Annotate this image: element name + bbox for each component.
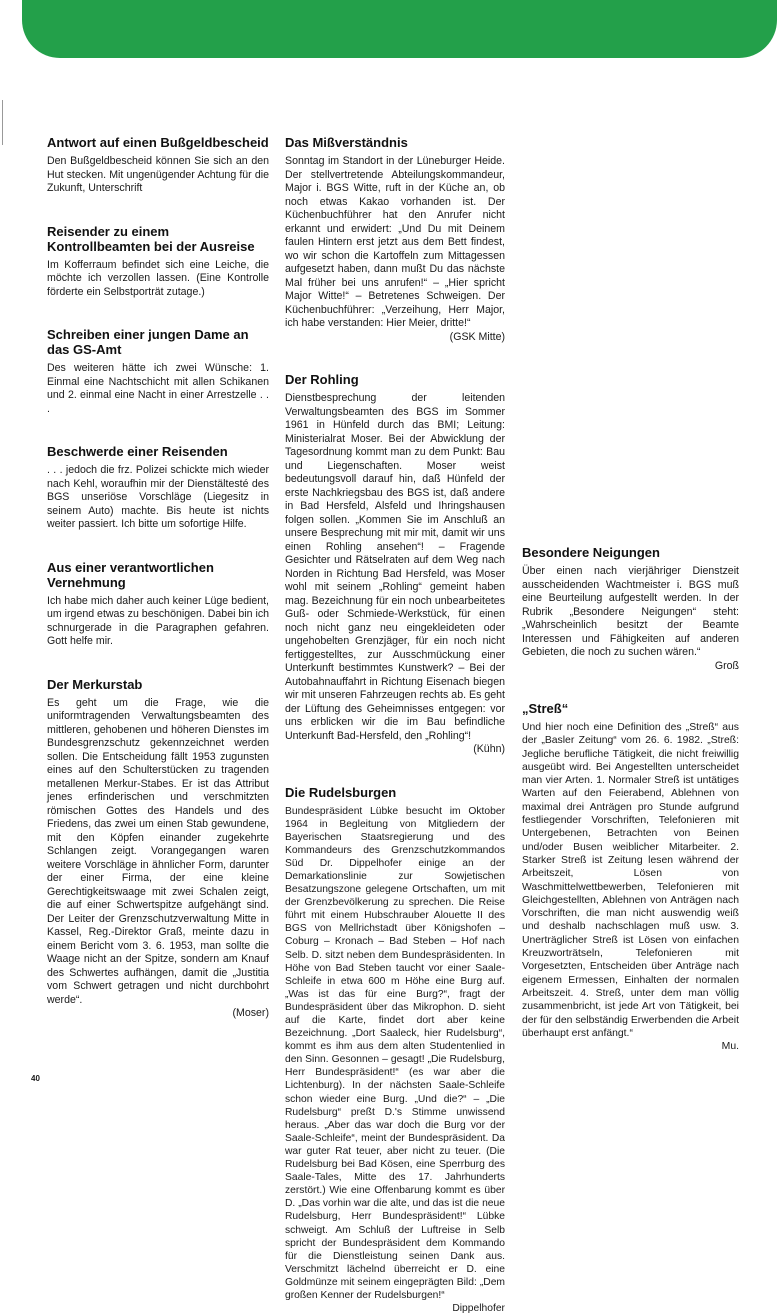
- article-credit: (Kühn): [285, 743, 505, 757]
- article-title: Schreiben einer jungen Dame an das GS-Amt: [47, 327, 269, 357]
- article-title: „Streß“: [522, 701, 739, 716]
- article-besondere-neigungen: [522, 545, 739, 673]
- page-edge-mark: [2, 100, 3, 145]
- column-2: [285, 135, 505, 1315]
- article-schreiben-junge-dame: [47, 327, 269, 416]
- article-body: Bundespräsident Lübke besucht im Oktober 1964 in Begleitung von Mitgliedern der Bayerischen Staatsregierung und des Kommandeurs des Grenzschutzkommandos Süd Dr. Dippelhofer einige an der Demarkationslinie zur Sowjetischen Besatzungszone gelegene Ortschaften, um mit der Grenzbevölkerung zu sprechen. Die Reise führt mit einem Hubschrauber Alouette II des BGS von Mellrichstadt über Königshofen – Coburg – Kronach – Bad Steben – Hof nach Selb. D. sitzt neben dem Bundespräsidenten. In Höhe von Bad Steben taucht vor einer Saale-Schleife in etwa 600 m Höhe eine Burg auf. „Was ist das für eine Burg?“, fragt der Bundespräsident über das Mikrophon. D. sieht auf die Karte, findet dort aber keine Bezeichnung. „Dort Saaleck, hier Rudelsburg“, kommt es ihm aus dem alten Studentenlied in den Sinn. Gesonnen – gesagt! „Die Rudelsburg, Herr Bundespräsident!“ (es war aber die Lichtenburg). In der nächsten Saale-Schleife schon wieder eine Burg. „Und die?“ – „Die Rudelsburg“ preßt D.'s Stimme unwissend heraus. „Aber das war doch die Burg vor der Saale-Schleife“, meint der Bundespräsident. Da war guter Rat teuer, aber nicht zu teuer. (Die Rudelsburg bei Bad Kösen, eine Sperrburg des Saale-Tales, Mitte des 17. Jahrhunderts zerstört.) Wie eine Offenbarung kommt es über D. „Das vorhin war die alte, und das ist die neue Rudelsburg, Herr Bundespräsident!“ Lübke schweigt. Am Schluß der Luftreise in Selb spricht der Bundespräsident dem Kommando für die Dienstleistung seinen Dank aus. Verschmitzt lächelnd überreicht er D. eine Goldmünze mit seinem eingeprägten Bild: „Dem großen Kenner der Rudelsburgen!“: [285, 805, 505, 1303]
- article-credit: Mu.: [522, 1040, 739, 1053]
- article-title: Beschwerde einer Reisenden: [47, 444, 269, 459]
- article-rudelsburgen: [285, 785, 505, 1315]
- article-body: Und hier noch eine Definition des „Streß“ aus der „Basler Zeitung“ vom 26. 6. 1982. „Streß: Jegliche berufliche Tätigkeit, die nicht freiwillig ausgeübt wird. Bei Angestellten unterscheidet man vier Arten. 1. Normaler Streß ist untätiges Warten auf den Feierabend, Ablehnen von maximal drei Anträgen pro Stunde aufgrund festliegender Vorschriften, Telefonieren mit Untergebenen, Betrachten von Beinen und/oder Busen weiblicher Mitarbeiter. 2. Starker Streß ist Zeitung lesen während der Arbeitszeit, Lösen von Waschmittelwettbewerben, Telefonieren mit Gleichgestellten, Ablehnen von Anträgen nach Vorschriften, die man nicht auswendig weiß und deshalb nachschlagen muß usw. 3. Unerträglicher Streß ist Lösen von einfachen Kreuzworträtseln, Telefonieren mit Vorgesetzten, Entscheiden über Anträge nach eigenem Ermessen, Einhalten der normalen Arbeitszeit. 4. Streß, unter dem man völlig zusammenbricht, ist jede Art von Tätigkeit, bei der für den selbständig Erwerbenden die Arbeit überhaupt erst anfängt.“: [522, 721, 739, 1040]
- column-3: [522, 545, 739, 1053]
- article-rohling: [285, 372, 505, 757]
- article-body: Sonntag im Standort in der Lüneburger Heide. Der stellvertretende Abteilungskommandeur, Major i. BGS Witte, ruft in der Küche an, ob noch etwas Kakao vorhanden ist. Der Küchenbuchführer hat den Anrufer nicht erkannt und erwidert: „Und Du mit Deinem faulen Hintern erst jetzt aus dem Bett findest, wo wir schon die Kartoffeln zum Mittagessen aufgesetzt haben, dann mußt Du das nächste Mal früher bei uns anrufen!“ – „Hier spricht Major Witte!“ – Betretenes Schweigen. Der Küchenbuchführer: „Verzeihung, Herr Major, ich habe verstanden: Hier Meier, dritte!“: [285, 155, 505, 331]
- article-body: Dienstbesprechung der leitenden Verwaltungsbeamten des BGS im Sommer 1961 in Hünfeld durch das BMI; Leitung: Ministerialrat Moser. Bei der Abwicklung der Tagesordnung kommt man zu dem Punkt: Bau und Liegenschaften. Moser weist bedeutungsvoll darauf hin, daß Hünfeld der erste Nachkriegsbau des BGS ist, daß andere in Bad Hersfeld, Alsfeld und Ihringshausen folgen sollen. „Kommen Sie im Anschluß an unsere Besprechung mit mir mit, damit wir uns einen Rohling ansehen“! – Fragende Gesichter und Rätselraten auf dem Weg nach Norden in Richtung Bad Hersfeld, was Moser wohl mit seinem „Rohling“ gemeint haben mag. Bezeichnung für ein noch unbearbeitetes Guß- oder Schmiede-Werkstück, für einen noch nicht ganz neu eingekleideten oder ungehobelten Grenzjäger, für ein noch nicht fertiggestelltes, zur Ausschmückung einer Unterkunft bestimmtes Kunstwerk? – Bei der Autobahnauffahrt in Richtung Eisenach biegen wir mit unseren Fahrzeugen rechts ab. Es geht der Lüftung des Geheimnisses entgegen: vor uns erblicken wir die im Bau befindliche Unterkunft Bad-Hersfeld, den „Rohling“!: [285, 392, 505, 743]
- article-title: Besondere Neigungen: [522, 545, 739, 560]
- article-body: Über einen nach vierjähriger Dienstzeit ausscheidenden Wachtmeister i. BGS muß eine Beurteilung aufgestellt werden. In der Rubrik „Besondere Neigungen“ steht: „Wahrscheinlich besitzt der Beamte Interessen und Fähigkeiten auf anderen Gebieten, die noch zu suchen wären.“: [522, 565, 739, 660]
- article-credit: Dippelhofer: [285, 1302, 505, 1315]
- article-merkurstab: [47, 677, 269, 1021]
- article-reisender-kontrollbeamter: [47, 224, 269, 300]
- article-title: Antwort auf einen Bußgeldbescheid: [47, 135, 269, 150]
- article-vernehmung: [47, 560, 269, 649]
- article-body: Des weiteren hätte ich zwei Wünsche: 1. Einmal eine Nachtschicht mit allen Schikanen und 2. einmal eine Nacht in einer Arrestzelle . . .: [47, 362, 269, 416]
- article-beschwerde-reisende: [47, 444, 269, 532]
- article-body: Den Bußgeldbescheid können Sie sich an den Hut stecken. Mit ungenügender Achtung für die Zukunft, Unterschrift: [47, 155, 269, 196]
- article-antwort-bussgeldbescheid: [47, 135, 269, 196]
- article-credit: (Moser): [47, 1007, 269, 1021]
- article-stress: [522, 701, 739, 1053]
- article-credit: Groß: [522, 660, 739, 674]
- article-credit: (GSK Mitte): [285, 331, 505, 345]
- article-title: Der Rohling: [285, 372, 505, 387]
- article-title: Reisender zu einem Kontrollbeamten bei der Ausreise: [47, 224, 269, 254]
- page-number: 40: [31, 1074, 40, 1083]
- article-body: Es geht um die Frage, wie die uniformtragenden Verwaltungsbeamten des mittleren, gehobenen und höheren Dienstes im Bundesgrenzschutz gekennzeichnet werden sollen. Die Entscheidung fällt 1953 zugunsten eines auf den Schulterstücken zu tragenden metallenen Merkur-Stabes. Er ist das Attribut jenes erfinderischen und verschmitzten römischen Gottes des Handels und des Friedens, das zwei um einen Stab gewundene, mit den Köpfen einander zugekehrte Schlangen zeigt. Vorangegangen waren weitere Vorschläge in ähnlicher Form, darunter der einer Firma, der eine kleine Gerechtigkeitswaage mit zwei Schalen zeigt, die auf einer Schwertspitze aufgehängt sind. Der Leiter der Grenzschutzverwaltung Mitte in Kassel, Reg.-Direktor Graß, meinte dazu in einem Bericht vom 3. 6. 1953, man sollte die Waage nicht an der Spitze, sondern am Knauf des Schwertes aufhängen, damit die „Justitia vom Schwert getragen und nicht durchbohrt werde“.: [47, 697, 269, 1008]
- article-body: Im Kofferraum befindet sich eine Leiche, die möchte ich verzollen lassen. (Eine Kontrolle förderte ein Selbstporträt zutage.): [47, 259, 269, 300]
- column-1: [47, 135, 269, 1021]
- article-missverstaendnis: [285, 135, 505, 344]
- article-body: . . . jedoch die frz. Polizei schickte mich wieder nach Kehl, woraufhin mir der Dienstältesté des BGS unseriöse Vorschläge (Liegesitz in seinem Auto) machte. Bis heute ist nichts weiter passiert. Ich bitte um sofortige Hilfe.: [47, 464, 269, 532]
- article-title: Aus einer verantwortlichen Vernehmung: [47, 560, 269, 590]
- article-body: Ich habe mich daher auch keiner Lüge bedient, um irgend etwas zu beschönigen. Dabei bin ich schnurgerade in die Paragraphen gefahren. Gott helfe mir.: [47, 595, 269, 649]
- article-title: Die Rudelsburgen: [285, 785, 505, 800]
- header-banner: [22, 0, 777, 58]
- article-title: Der Merkurstab: [47, 677, 269, 692]
- article-title: Das Mißverständnis: [285, 135, 505, 150]
